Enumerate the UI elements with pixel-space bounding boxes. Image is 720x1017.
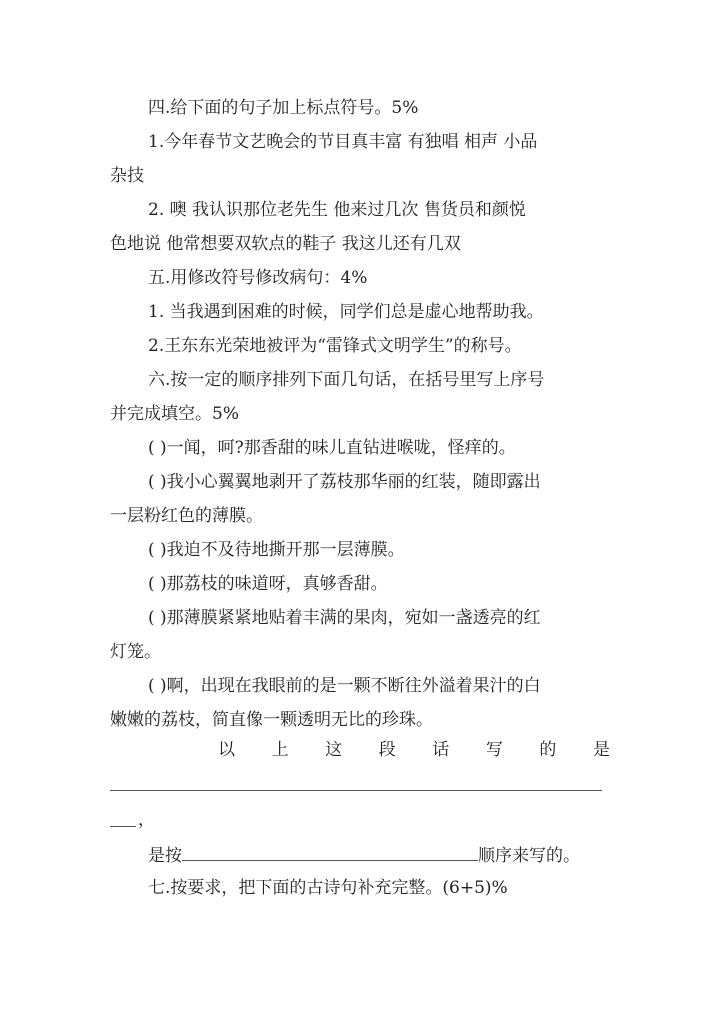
fill-char: 写 — [485, 740, 503, 760]
section-6-item-3: ( )我迫不及待地撕开那一层薄膜。 — [148, 540, 405, 560]
fill-char: 段 — [378, 740, 396, 760]
section-6-title-line1: 六.按一定的顺序排列下面几句话，在括号里写上序号 — [148, 370, 545, 390]
section-6-item-6-line1: ( )啊，出现在我眼前的是一颗不断往外溢着果汁的白 — [148, 676, 541, 696]
fill-char: 上 — [271, 740, 289, 760]
fill-in-sentence-2 — [148, 842, 610, 868]
fill-char: 话 — [432, 740, 450, 760]
section-6-item-5-line1: ( )那薄膜紧紧地贴着丰满的果肉，宛如一盏透亮的红 — [148, 608, 541, 628]
section-6-item-2-line1: ( )我小心翼翼地剥开了荔枝那华丽的红装，随即露出 — [148, 472, 541, 492]
section-4-q2-line2: 色地说 他常想要双软点的鞋子 我这儿还有几双 — [110, 234, 461, 254]
section-6-item-4: ( )那荔枝的味道呀，真够香甜。 — [148, 574, 388, 594]
section-6-title-line2: 并完成填空。5% — [110, 404, 239, 424]
section-4-title: 四.给下面的句子加上标点符号。5% — [148, 98, 419, 118]
section-6-item-2-line2: 一层粉红色的薄膜。 — [110, 506, 263, 526]
section-4-q2-line1: 2. 噢 我认识那位老先生 他来过几次 售货员和颜悦 — [148, 200, 526, 220]
section-7-title: 七.按要求，把下面的古诗句补充完整。(6+5)% — [148, 878, 508, 898]
section-4-q1-line2: 杂技 — [110, 166, 144, 186]
fill-char: 是 — [592, 740, 610, 760]
section-6-item-1: ( )一闻，呵?那香甜的味儿直钻进喉咙，怪痒的。 — [148, 438, 516, 458]
section-6-item-6-line2: 嫩嫩的荔枝，简直像一颗透明无比的珍珠。 — [110, 710, 433, 730]
fill-char: 的 — [539, 740, 557, 760]
section-5-title: 五.用修改符号修改病句：4% — [148, 268, 368, 288]
fill2-suffix: 顺序来写的。 — [478, 846, 580, 866]
section-5-q1: 1. 当我遇到困难的时候，同学们总是虚心地帮助我。 — [148, 302, 544, 322]
section-6-item-5-line2: 灯笼。 — [110, 642, 161, 662]
section-5-q2: 2.王东东光荣地被评为“雷锋式文明学生”的称号。 — [148, 336, 522, 356]
fill-in-sentence-1 — [218, 738, 610, 762]
answer-blank-line-end[interactable] — [110, 826, 136, 827]
fill-char: 这 — [325, 740, 343, 760]
fill2-prefix: 是按 — [148, 846, 182, 866]
section-4-q1-line1: 1.今年春节文艺晚会的节目真丰富 有独唱 相声 小品 — [148, 132, 538, 152]
order-answer-blank[interactable] — [182, 842, 478, 861]
answer-blank-line[interactable] — [110, 790, 602, 791]
fill-char: 以 — [218, 740, 235, 760]
fill-comma: ， — [138, 810, 155, 830]
